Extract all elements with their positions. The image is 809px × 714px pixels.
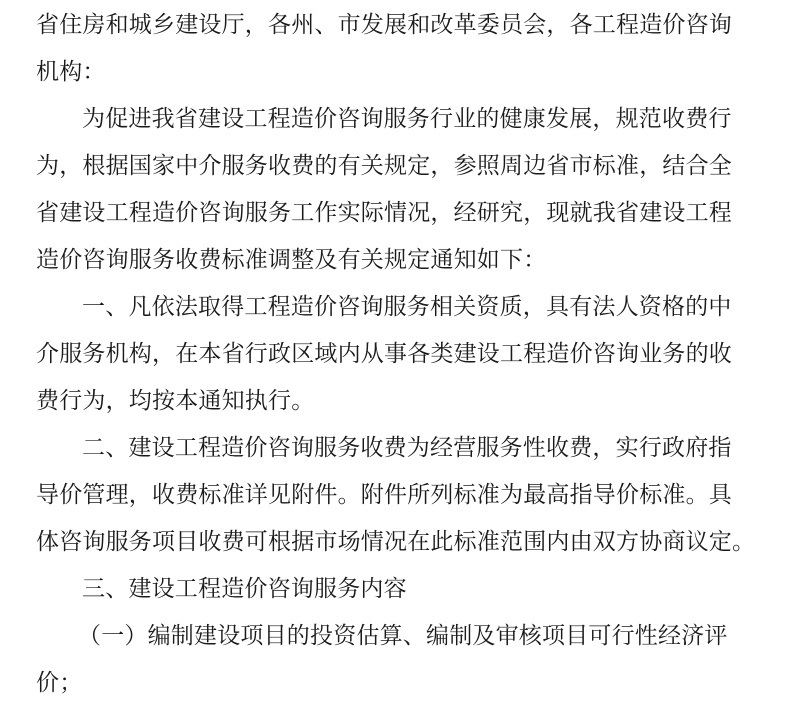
text-line: 体咨询服务项目收费可根据市场情况在此标准范围内由双方协商议定。: [36, 529, 756, 555]
paragraph-start: 为促进我省建设工程造价咨询服务行业的健康发展，规范收费行: [82, 106, 732, 132]
clause-3-heading: 三、建设工程造价咨询服务内容: [82, 576, 407, 602]
text-line: 为，根据国家中介服务收费的有关规定，参照周边省市标准，结合全: [36, 153, 732, 179]
text-line: 造价咨询服务收费标准调整及有关规定通知如下：: [36, 247, 547, 273]
text-line: 价；: [36, 670, 83, 696]
text-line: 省住房和城乡建设厅，各州、市发展和改革委员会，各工程造价咨询: [36, 12, 732, 38]
text-line: 介服务机构，在本省行政区域内从事各类建设工程造价咨询业务的收: [36, 341, 732, 367]
clause-2-start: 二、建设工程造价咨询服务收费为经营服务性收费，实行政府指: [82, 435, 732, 461]
text-line: 费行为，均按本通知执行。: [36, 388, 315, 414]
text-line: 省建设工程造价咨询服务工作实际情况，经研究，现就我省建设工程: [36, 200, 732, 226]
text-line: 机构：: [36, 59, 106, 85]
sub-item-1-start: （一）编制建设项目的投资估算、编制及审核项目可行性经济评: [78, 623, 728, 649]
clause-1-start: 一、凡依法取得工程造价咨询服务相关资质，具有法人资格的中: [82, 294, 732, 320]
text-line: 导价管理，收费标准详见附件。附件所列标准为最高指导价标准。具: [36, 482, 732, 508]
